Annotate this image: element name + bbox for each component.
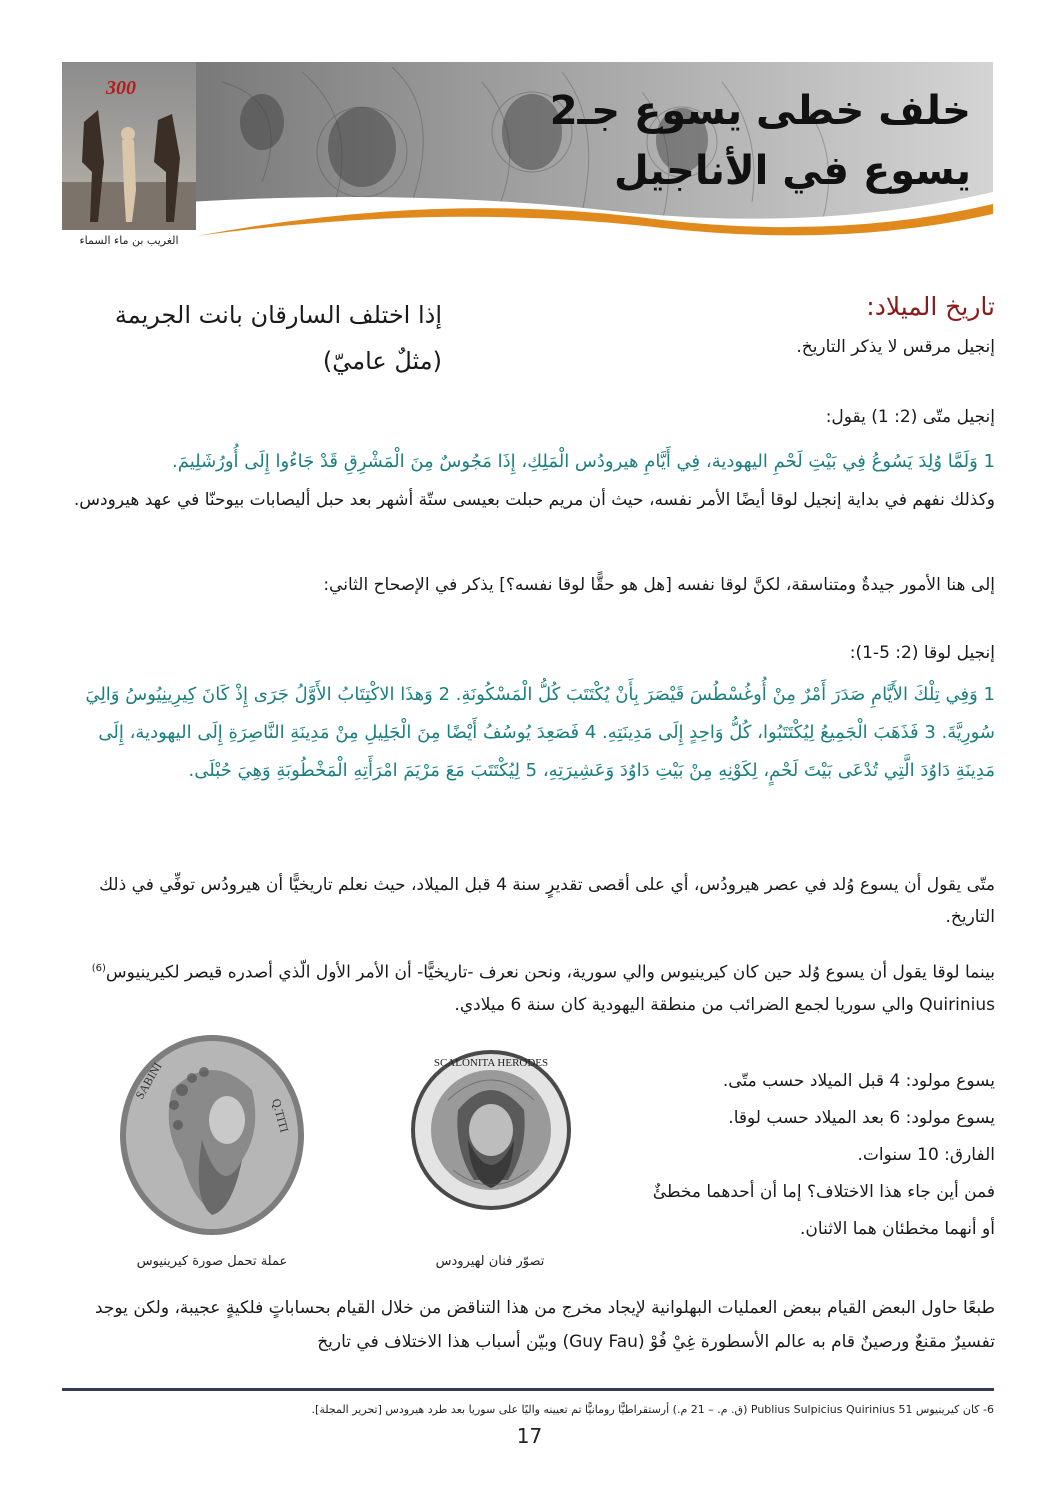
luke-reference: إنجيل لوقا (2: 5-1): xyxy=(849,643,995,663)
mark-note: إنجيل مرقس لا يذكر التاريخ. xyxy=(796,337,995,357)
comparison-question: فمن أين جاء هذا الاختلاف؟ إما أن أحدهما مخطئٌ أو أنهما مخطئان هما الاثنان. xyxy=(652,1182,995,1239)
herod-medallion-image xyxy=(408,1040,574,1224)
matthew-reference: إنجيل متّى (2: 1) يقول: xyxy=(825,407,995,427)
banner-subtitle: يسوع في الأناجيل xyxy=(613,148,971,194)
banner-title: خلف خطى يسوع جـ2 xyxy=(549,88,971,134)
paragraph-closing: طبعًا حاول البعض القيام ببعض العمليات البهلوانية لإيجاد مخرج من هذا التناقض من خلال القيام بحساباتٍ فلكيةٍ عجيبة، ولكن يوجد تفسيرٌ مقنعٌ ورصينٌ قام به عالم الأسطورة غِيْ فُوْ (Guy Fau) وبيّن أسباب هذا الاختلاف في تاريخ xyxy=(94,1298,995,1352)
comparison-difference: الفارق: 10 سنوات. xyxy=(857,1145,995,1165)
paragraph-luke-quirinius xyxy=(63,953,995,1021)
header-banner xyxy=(62,62,993,236)
proverb-attribution: (مثلٌ عاميّ) xyxy=(322,347,442,375)
luke-quote: 1 وَفِي تِلْكَ الأَيَّامِ صَدَرَ أَمْرٌ مِنْ أُوغُسْطُسَ قَيْصَرَ بِأَنْ يُكْتَتَبَ كُلُّ الْمَسْكُونَةِ. 2 وَهذَا الاكْتِتَابُ الأَوَّلُ جَرَى إِذْ كَانَ كِيرِينِيُوسُ وَالِيَ سُورِيَّةَ. 3 فَذَهَبَ الْجَمِيعُ لِيُكْتَتَبُوا، كُلُّ وَاحِدٍ إِلَى مَدِينَتِهِ. 4 فَصَعِدَ يُوسُفُ أَيْضًا مِنَ الْجَلِيلِ مِنْ مَدِينَةِ النَّاصِرَةِ إِلَى اليهودية، إِلَى مَدِينَةِ دَاوُدَ الَّتِي تُدْعَى بَيْتَ لَحْمٍ، لِكَوْنِهِ مِنْ بَيْتِ دَاوُدَ وَعَشِيرَتِهِ، 5 لِيُكْتَتَبَ مَعَ مَرْيَمَ امْرَأَتِهِ الْمَخْطُوبَةِ وَهِيَ حُبْلَى. xyxy=(85,684,995,781)
matthew-quote: 1 وَلَمَّا وُلِدَ يَسُوعُ فِي بَيْتِ لَحْمِ اليهودية، فِي أَيَّامِ هيرودُس الْمَلِكِ، إِذَا مَجُوسٌ مِنَ الْمَشْرِقِ قَدْ جَاءُوا إِلَى أُورُشَلِيمَ. xyxy=(172,451,995,472)
quirinius-coin-image xyxy=(112,1030,312,1240)
poster-title: 300 xyxy=(106,77,136,99)
paragraph-luke-chapter-two: إلى هنا الأمور جيدةٌ ومتناسقة، لكنَّ لوقا نفسه [هل هو حقًّا لوقا نفسه؟] يذكر في الإصحاح الثاني: xyxy=(323,575,995,595)
paragraph-matthew-herod: متّى يقول أن يسوع وُلد في عصر هيرودُس، أي على أقصى تقديرٍ سنة 4 قبل الميلاد، حيث نعلم تاريخيًّا أن هيرودُس توفِّي في ذلك التاريخ. xyxy=(99,875,995,927)
quirinius-text-b: Quirinius والي سوريا لجمع الضرائب من منطقة اليهودية كان سنة 6 ميلادي. xyxy=(454,994,995,1015)
footnote: 6- كان كيرينيوس Publius Sulpicius Quirinius 51 (ق. م. – 21 م.) أرستقراطيًّا رومانيًّا تم تعيينه واليًا على سوريا بعد طرد هيرودس [تحرير المجلة]. xyxy=(311,1403,994,1416)
coin-inscription-right: Q.TITI xyxy=(269,1097,292,1134)
herod-ring-inscription: SCALONITA HERODES xyxy=(433,1057,549,1069)
footnote-ref: (6) xyxy=(91,963,106,974)
herod-caption: تصوّر فنان لهيرودس xyxy=(435,1254,545,1269)
paragraph-luke-consistency: وكذلك نفهم في بداية إنجيل لوقا أيضًا الأمر نفسه، حيث أن مريم حبلت بعيسى ستّة أشهر بعد حبل أليصابات بيوحنّا في عهد هيرودس. xyxy=(73,490,995,510)
quirinius-text-a: بينما لوقا يقول أن يسوع وُلد حين كان كيرينيوس والي سورية، ونحن نعرف -تاريخيًّا- أن الأمر الأول الّذي أصدره قيصر لكيرينيوس xyxy=(105,962,995,983)
page-number: 17 xyxy=(516,1424,543,1448)
footnote-divider xyxy=(62,1388,994,1391)
date-comparison xyxy=(650,1063,995,1248)
movie-poster-thumbnail xyxy=(62,62,196,230)
comparison-luke: يسوع مولود: 6 بعد الميلاد حسب لوقا. xyxy=(728,1108,995,1128)
quirinius-coin-figure xyxy=(112,1030,312,1240)
proverb-line-1: إذا اختلف السارقان بانت الجريمة xyxy=(114,301,442,329)
section-heading-birth-date: تاريخ الميلاد: xyxy=(866,292,995,321)
herod-medallion-figure xyxy=(408,1040,574,1224)
coin-inscription-left: SABINI xyxy=(132,1059,165,1102)
comparison-matthew: يسوع مولود: 4 قبل الميلاد حسب متّى. xyxy=(722,1071,995,1091)
poster-caption: الغريب بن ماء السماء xyxy=(79,234,179,247)
coin-caption: عملة تحمل صورة كيرينيوس xyxy=(136,1254,288,1269)
proverb-quote xyxy=(62,292,442,384)
